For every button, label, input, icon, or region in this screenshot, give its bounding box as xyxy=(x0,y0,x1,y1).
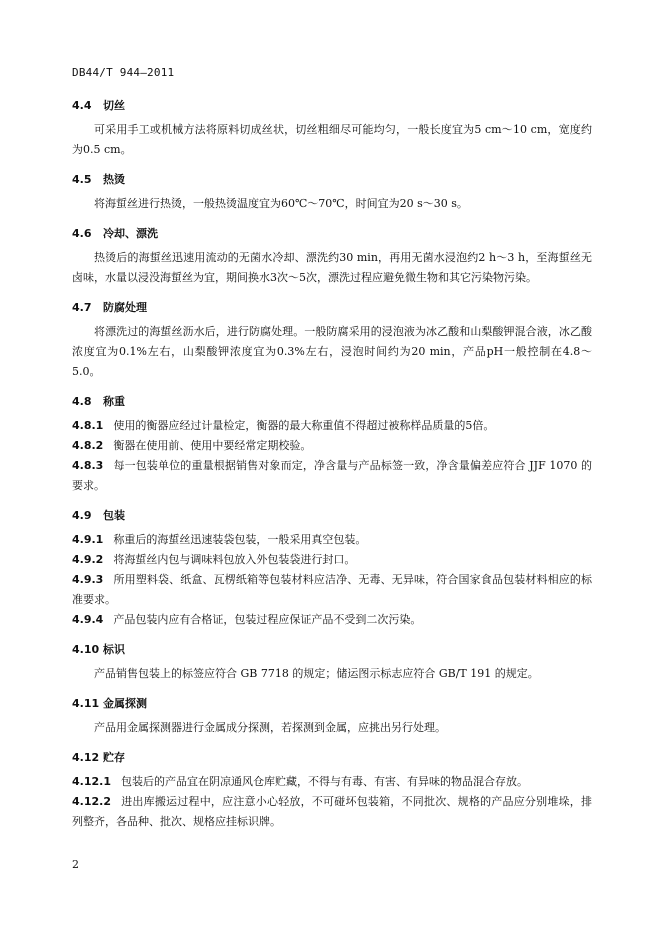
document-code: DB44/T 944—2011 xyxy=(72,66,175,79)
section-heading xyxy=(72,170,592,188)
clause-text: 称重后的海蜇丝迅速装袋包装，一般采用真空包装。 xyxy=(113,533,367,546)
section-title: 标识 xyxy=(103,643,125,656)
section-title: 称重 xyxy=(103,395,125,408)
clause-text: 所用塑料袋、纸盒、瓦楞纸箱等包装材料应洁净、无毒、无异味，符合国家食品包装材料相应的标准要求。 xyxy=(72,573,592,606)
section-heading xyxy=(72,298,592,316)
clause-text: 包装后的产品宜在阴凉通风仓库贮藏，不得与有毒、有害、有异味的物品混合存放。 xyxy=(120,775,528,788)
clause-item xyxy=(72,456,592,496)
section-title: 贮存 xyxy=(103,751,125,764)
clause-text: 产品包装内应有合格证，包装过程应保证产品不受到二次污染。 xyxy=(113,613,422,626)
clause-text: 进出库搬运过程中，应注意小心轻放，不可碰坏包装箱，不同批次、规格的产品应分别堆垛，排列整齐，各品种、批次、规格应挂标识牌。 xyxy=(72,795,592,828)
section-heading xyxy=(72,506,592,524)
section-heading xyxy=(72,694,592,712)
clause-item xyxy=(72,772,592,792)
section-heading xyxy=(72,224,592,242)
clause-number: 4.8.3 xyxy=(72,459,104,472)
clause-item xyxy=(72,570,592,610)
clause-text: 使用的衡器应经过计量检定，衡器的最大称重值不得超过被称样品质量的5倍。 xyxy=(113,419,495,432)
clause-text: 衡器在使用前、使用中要经常定期校验。 xyxy=(113,439,312,452)
paragraph: 将海蜇丝进行热烫，一般热烫温度宜为60℃～70℃，时间宜为20 s～30 s。 xyxy=(94,197,468,210)
section-heading xyxy=(72,748,592,766)
clause-number: 4.9.4 xyxy=(72,613,104,626)
paragraph: 产品用金属探测器进行金属成分探测，若探测到金属，应挑出另行处理。 xyxy=(94,721,446,734)
section-heading xyxy=(72,640,592,658)
page-number: 2 xyxy=(72,858,79,871)
section-number: 4.5 xyxy=(72,172,92,186)
clause-number: 4.9.1 xyxy=(72,533,104,546)
paragraph: 产品销售包装上的标签应符合 GB 7718 的规定；储运图示标志应符合 GB/T 191 的规定。 xyxy=(94,667,539,680)
section-heading xyxy=(72,392,592,410)
section-number: 4.8 xyxy=(72,394,92,408)
clause-number: 4.9.3 xyxy=(72,573,104,586)
clause-item xyxy=(72,436,592,456)
section-number: 4.12 xyxy=(72,750,100,764)
clause-item xyxy=(72,550,592,570)
clause-number: 4.12.1 xyxy=(72,775,111,788)
paragraph: 将漂洗过的海蜇丝沥水后，进行防腐处理。一般防腐采用的浸泡液为冰乙酸和山梨酸钾混合液，冰乙酸浓度宜为0.1%左右，山梨酸钾浓度宜为0.3%左右，浸泡时间约为20 min，产品pH一般控制在4.8～5.0。 xyxy=(72,325,592,378)
section-number: 4.4 xyxy=(72,98,92,112)
section-number: 4.11 xyxy=(72,696,100,710)
clause-text: 将海蜇丝内包与调味料包放入外包装袋进行封口。 xyxy=(113,553,356,566)
section-number: 4.6 xyxy=(72,226,92,240)
section-number: 4.10 xyxy=(72,642,100,656)
clause-item xyxy=(72,792,592,832)
clause-item xyxy=(72,610,592,630)
paragraph: 热烫后的海蜇丝迅速用流动的无菌水冷却、漂洗约30 min，再用无菌水浸泡约2 h～3 h，至海蜇丝无卤味，水量以浸没海蜇丝为宜，期间换水3次～5次，漂洗过程应避免微生物和其它污染物污染。 xyxy=(72,251,592,284)
clause-number: 4.9.2 xyxy=(72,553,104,566)
clause-number: 4.8.2 xyxy=(72,439,104,452)
section-title: 包装 xyxy=(103,509,125,522)
section-title: 切丝 xyxy=(103,99,125,112)
clause-text: 每一包装单位的重量根据销售对象而定，净含量与产品标签一致，净含量偏差应符合 JJF 1070 的要求。 xyxy=(72,459,592,492)
section-title: 防腐处理 xyxy=(103,301,147,314)
clause-number: 4.12.2 xyxy=(72,795,111,808)
document-body xyxy=(72,96,592,832)
clause-item xyxy=(72,416,592,436)
section-title: 热烫 xyxy=(103,173,125,186)
section-number: 4.9 xyxy=(72,508,92,522)
section-heading xyxy=(72,96,592,114)
section-number: 4.7 xyxy=(72,300,92,314)
section-title: 冷却、漂洗 xyxy=(103,227,158,240)
clause-number: 4.8.1 xyxy=(72,419,104,432)
paragraph: 可采用手工或机械方法将原料切成丝状，切丝粗细尽可能均匀，一般长度宜为5 cm～10 cm，宽度约为0.5 cm。 xyxy=(72,123,592,156)
clause-item xyxy=(72,530,592,550)
section-title: 金属探测 xyxy=(103,697,147,710)
